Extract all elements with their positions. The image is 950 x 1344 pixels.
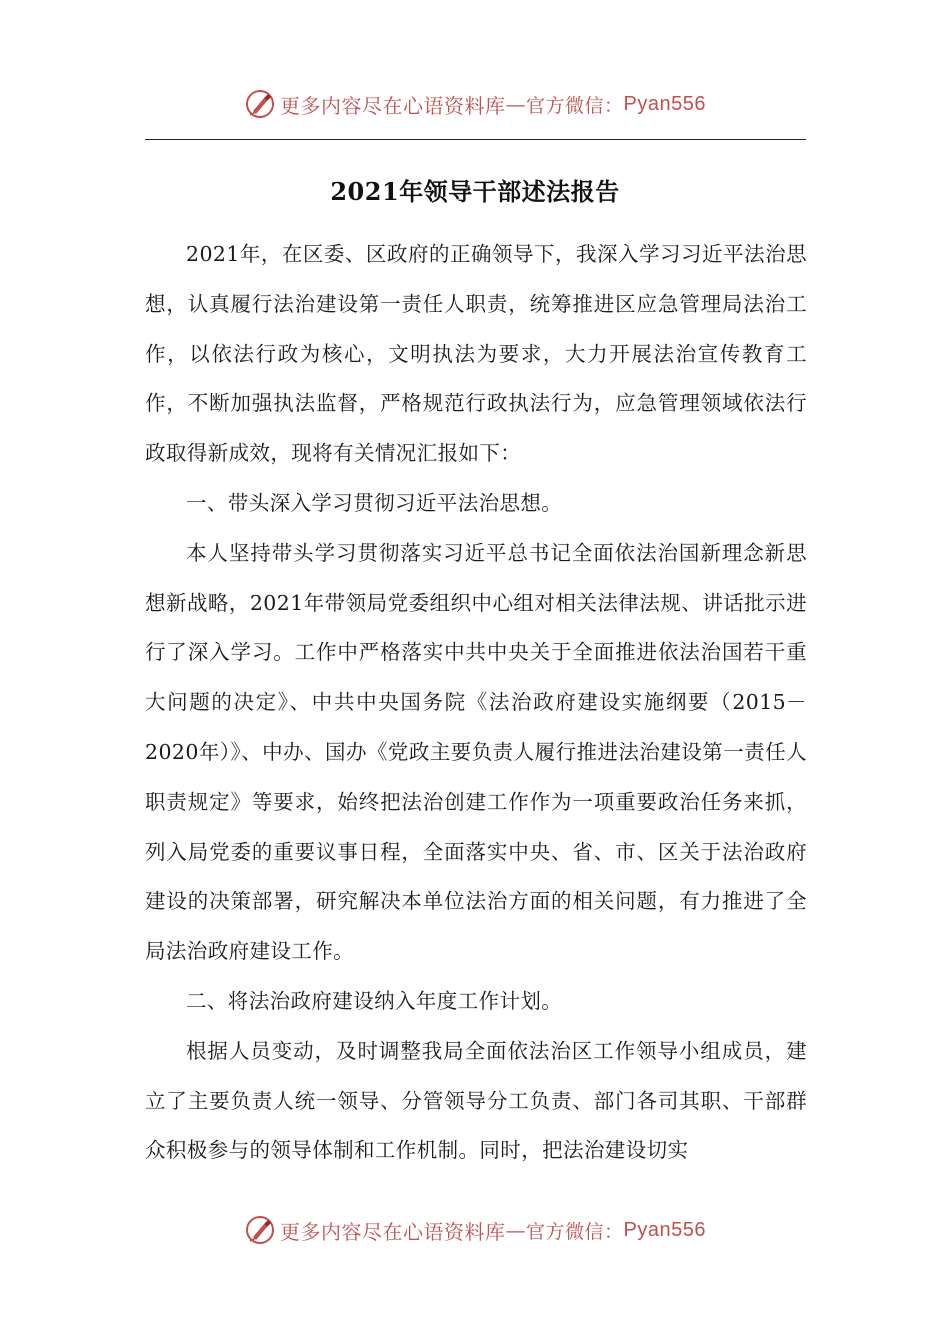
header-watermark (0, 82, 950, 126)
watermark-separator: — (505, 92, 526, 116)
pen-logo-icon (244, 88, 276, 120)
document-body (145, 230, 807, 1176)
watermark-wechat-label: 官方微信： (526, 94, 624, 117)
watermark-brand: 更多内容尽在心语资料库 (280, 93, 506, 118)
watermark-wechat-label: 官方微信： (526, 1220, 624, 1243)
body-paragraph: 2021年，在区委、区政府的正确领导下，我深入学习习近平法治思想，认真履行法治建设第一责任人职责，统筹推进区应急管理局法治工作，以依法行政为核心，文明执法为要求，大力开展法治宣传教育工作，不断加强执法监督，严格规范行政执法行为，应急管理领域依法行政取得新成效，现将有关情况汇报如下： (145, 242, 807, 466)
body-paragraph: 根据人员变动，及时调整我局全面依法治区工作领导小组成员，建立了主要负责人统一领导、分管领导分工负责、部门各司其职、干部群众积极参与的领导体制和工作机制。同时，把法治建设切实 (145, 1038, 807, 1163)
footer-watermark (0, 1208, 950, 1252)
watermark-account: Pyan556 (623, 92, 706, 115)
document-title: 2021年领导干部述法报告 (330, 177, 620, 206)
watermark-account: Pyan556 (623, 1218, 706, 1241)
header-divider (145, 139, 806, 140)
body-paragraph: 本人坚持带头学习贯彻落实习近平总书记全面依法治国新理念新思想新战略，2021年带领局党委组织中心组对相关法律法规、讲话批示进行了深入学习。工作中严格落实中共中央关于全面推进依法治国若干重大问题的决定》、中共中央国务院《法治政府建设实施纲要（2015－2020年）》、中办、国办《党政主要负责人履行推进法治建设第一责任人职责规定》等要求，始终把法治创建工作作为一项重要政治任务来抓，列入局党委的重要议事日程，全面落实中央、省、市、区关于法治政府建设的决策部署，研究解决本单位法治方面的相关问题，有力推进了全局法治政府建设工作。 (145, 540, 807, 964)
watermark-separator: — (505, 1218, 526, 1242)
section-heading: 二、将法治政府建设纳入年度工作计划。 (186, 988, 563, 1013)
section-heading: 一、带头深入学习贯彻习近平法治思想。 (186, 490, 563, 515)
watermark-brand: 更多内容尽在心语资料库 (280, 1219, 506, 1244)
pen-logo-icon (244, 1214, 276, 1246)
